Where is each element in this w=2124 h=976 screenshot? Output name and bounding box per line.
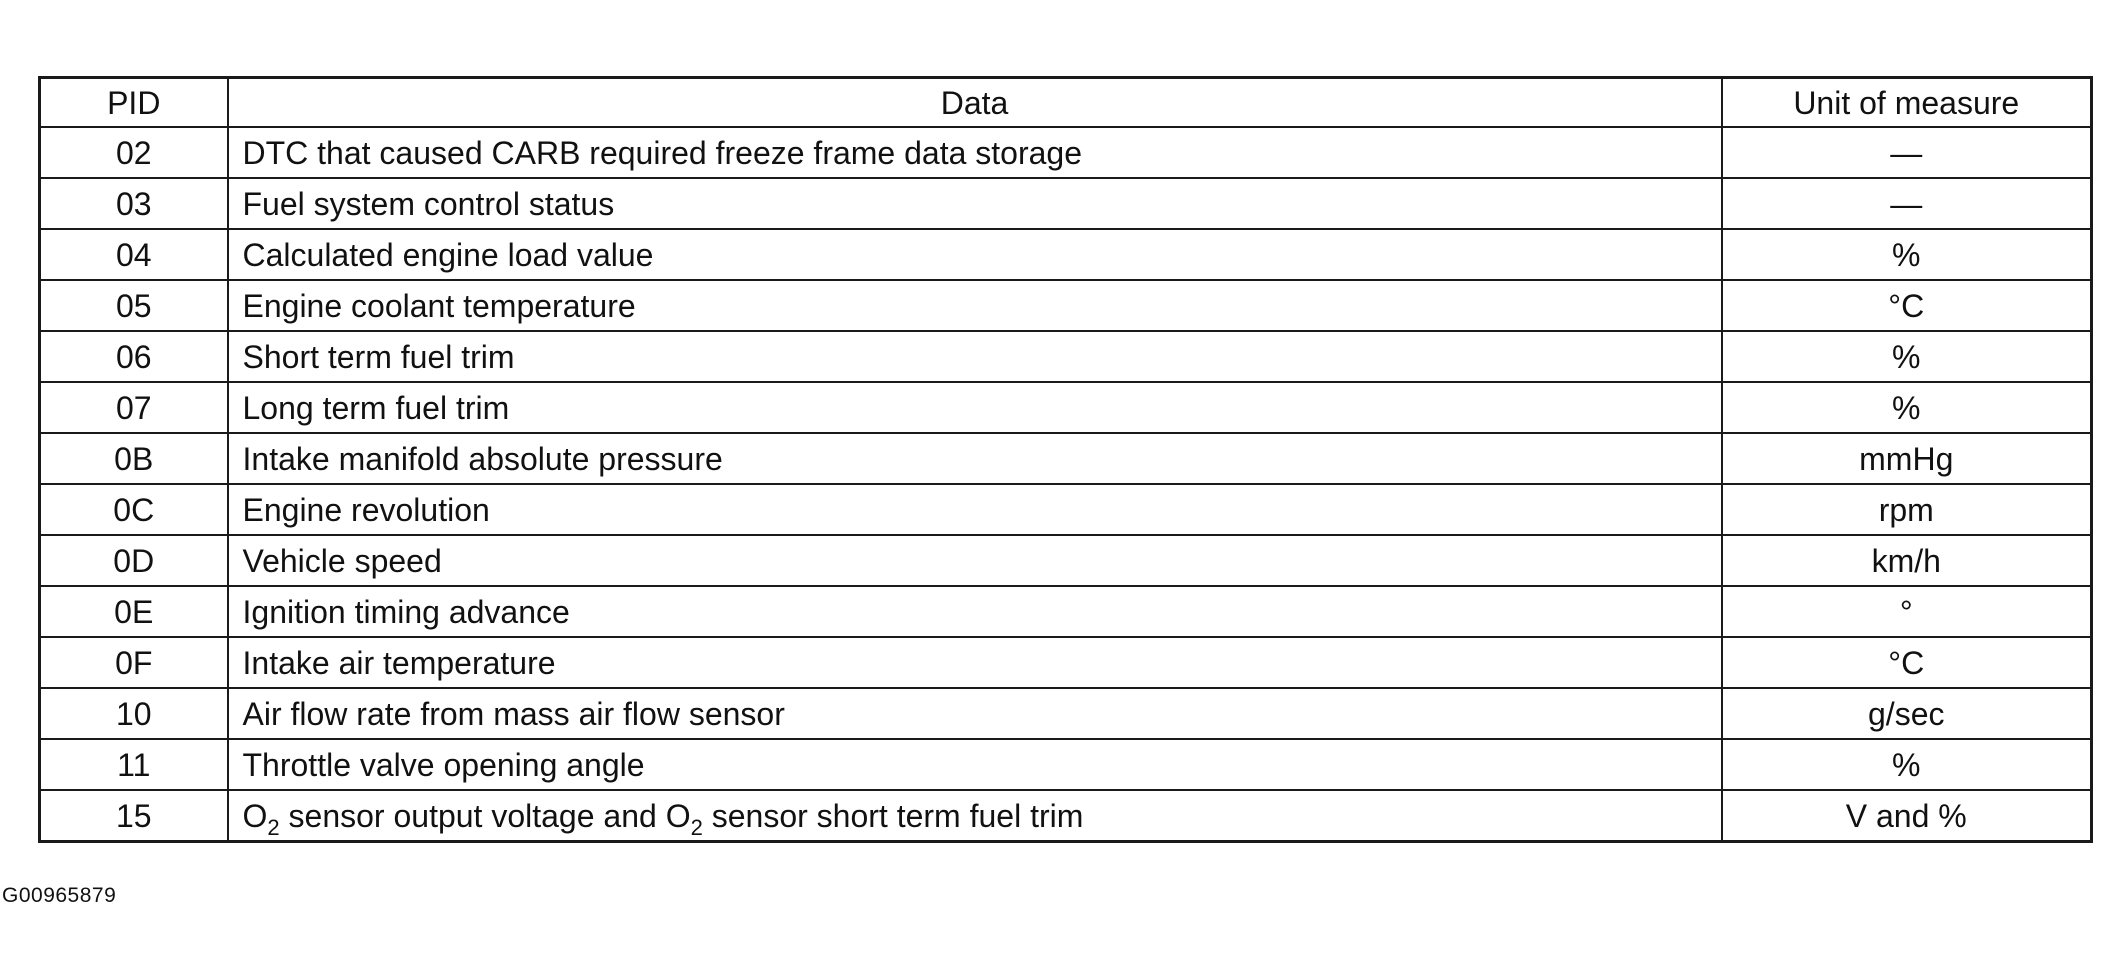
- table-row: [40, 433, 2092, 484]
- table-row: [40, 790, 2092, 842]
- data-cell: Throttle valve opening angle: [228, 739, 1722, 790]
- data-cell: Air flow rate from mass air flow sensor: [228, 688, 1722, 739]
- subscript-2: 2: [267, 814, 280, 840]
- data-cell: Intake air temperature: [228, 637, 1722, 688]
- pid-cell: 06: [40, 331, 228, 382]
- subscript-2: 2: [690, 814, 703, 840]
- unit-cell: °C: [1722, 637, 2092, 688]
- data-cell: Calculated engine load value: [228, 229, 1722, 280]
- figure-id: G00965879: [2, 884, 117, 907]
- pid-data-table: [38, 76, 2093, 843]
- unit-cell: %: [1722, 382, 2092, 433]
- pid-cell: 0B: [40, 433, 228, 484]
- data-cell: DTC that caused CARB required freeze frame data storage: [228, 127, 1722, 178]
- data-cell: Ignition timing advance: [228, 586, 1722, 637]
- pid-cell: 05: [40, 280, 228, 331]
- data-text-o: O: [242, 797, 268, 834]
- data-cell: [228, 790, 1722, 842]
- pid-cell: 0C: [40, 484, 228, 535]
- table-row: [40, 382, 2092, 433]
- data-cell: Engine revolution: [228, 484, 1722, 535]
- unit-cell: V and %: [1722, 790, 2092, 842]
- data-cell: Vehicle speed: [228, 535, 1722, 586]
- unit-cell: —: [1722, 178, 2092, 229]
- data-text-mid: sensor output voltage and O: [279, 797, 691, 834]
- table-row: [40, 280, 2092, 331]
- table-row: [40, 535, 2092, 586]
- unit-cell: %: [1722, 739, 2092, 790]
- unit-cell: mmHg: [1722, 433, 2092, 484]
- table-row: [40, 331, 2092, 382]
- header-unit: Unit of measure: [1722, 78, 2092, 128]
- data-text-end: sensor short term fuel trim: [702, 797, 1084, 834]
- table-row: [40, 637, 2092, 688]
- table-row: [40, 229, 2092, 280]
- pid-cell: 15: [40, 790, 228, 842]
- unit-cell: rpm: [1722, 484, 2092, 535]
- table-row: [40, 688, 2092, 739]
- pid-cell: 10: [40, 688, 228, 739]
- unit-cell: —: [1722, 127, 2092, 178]
- data-cell: Intake manifold absolute pressure: [228, 433, 1722, 484]
- data-cell: Short term fuel trim: [228, 331, 1722, 382]
- table-header-row: [40, 78, 2092, 128]
- header-pid: PID: [40, 78, 228, 128]
- header-data: Data: [228, 78, 1722, 128]
- table-row: [40, 178, 2092, 229]
- pid-cell: 0D: [40, 535, 228, 586]
- unit-cell: °C: [1722, 280, 2092, 331]
- unit-cell: g/sec: [1722, 688, 2092, 739]
- unit-cell: °: [1722, 586, 2092, 637]
- pid-cell: 0E: [40, 586, 228, 637]
- pid-cell: 03: [40, 178, 228, 229]
- data-cell: Fuel system control status: [228, 178, 1722, 229]
- table-row: [40, 586, 2092, 637]
- pid-cell: 04: [40, 229, 228, 280]
- pid-cell: 07: [40, 382, 228, 433]
- pid-cell: 02: [40, 127, 228, 178]
- unit-cell: %: [1722, 331, 2092, 382]
- data-cell: Long term fuel trim: [228, 382, 1722, 433]
- data-cell: Engine coolant temperature: [228, 280, 1722, 331]
- table-row: [40, 127, 2092, 178]
- table-row: [40, 484, 2092, 535]
- pid-cell: 11: [40, 739, 228, 790]
- unit-cell: km/h: [1722, 535, 2092, 586]
- pid-cell: 0F: [40, 637, 228, 688]
- table-row: [40, 739, 2092, 790]
- unit-cell: %: [1722, 229, 2092, 280]
